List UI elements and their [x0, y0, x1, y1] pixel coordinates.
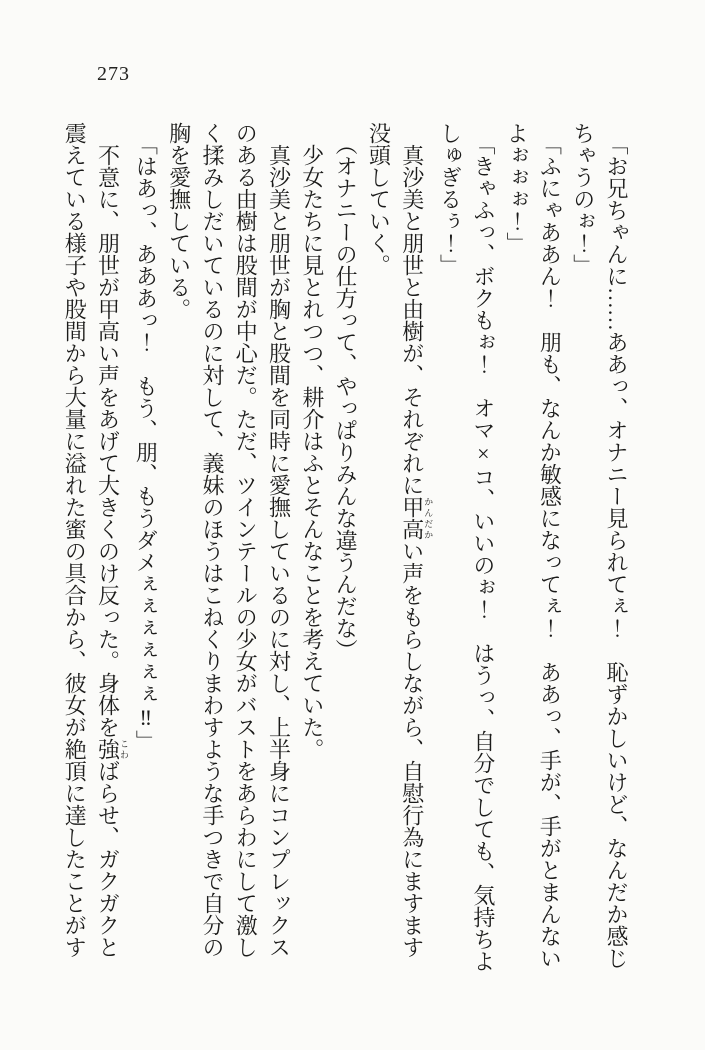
- text-line: 「お兄ちゃんに……ああっ、オナニー見られてぇ！ 恥ずかしいけど、なんだか感じ: [604, 133, 629, 969]
- furigana-annotated-word: 甲高かんだか: [399, 496, 434, 540]
- text-line: く揉みしだいているのに対して、義妹のほうはこねくりまわすような手つきで自分の: [199, 122, 225, 958]
- text-line: 「きゃふっ、ボクもぉ！ オマ×コ、いいのぉ！ はうっ、自分でしても、気持ちよ: [470, 133, 496, 972]
- text-line: よぉぉぉ！」: [504, 122, 530, 254]
- page-number: 273: [97, 63, 130, 85]
- text-line: 不意に、朋世が甲高い声をあげて大きくのけ反った。身体を強こわばらせ、ガクガクと: [95, 144, 130, 958]
- text-line: 「はあっ、あああっ！ もう、朋、もうダメぇぇぇぇぇぇ‼」: [133, 133, 159, 752]
- furigana-annotated-word: 強こわ: [95, 738, 130, 760]
- text-line: 真沙美と朋世と由樹が、それぞれに甲高かんだかい声をもらしながら、自慰行為にますます: [399, 144, 434, 958]
- text-line: 胸を愛撫している。: [166, 122, 192, 320]
- vertical-text-block: [58, 122, 633, 1002]
- text-line: しゅぎるぅ！」: [437, 122, 463, 276]
- text-line: 真沙美と朋世が胸と股間を同時に愛撫しているのに対し、上半身にコンプレックス: [266, 144, 292, 958]
- text-line: 震えている様子や股間から大量に溢れた蜜の具合から、彼女が絶頂に達したことがす: [62, 122, 88, 958]
- text-line: ちゃうのぉ！」: [570, 122, 596, 276]
- text-line: （オナニーの仕方って、やっぱりみんな違うんだな）: [333, 133, 359, 661]
- text-line: 「ふにゃああん！ 朋も、なんか敏感になってぇ！ ああっ、手が、手がとまんない: [537, 133, 563, 969]
- text-line: 没頭していく。: [366, 122, 392, 276]
- text-line: 少女たちに見とれつつ、耕介はふとそんなことを考えていた。: [299, 144, 325, 760]
- text-line: のある由樹は股間が中心だ。ただ、ツインテールの少女がバストをあらわにして激し: [233, 122, 259, 958]
